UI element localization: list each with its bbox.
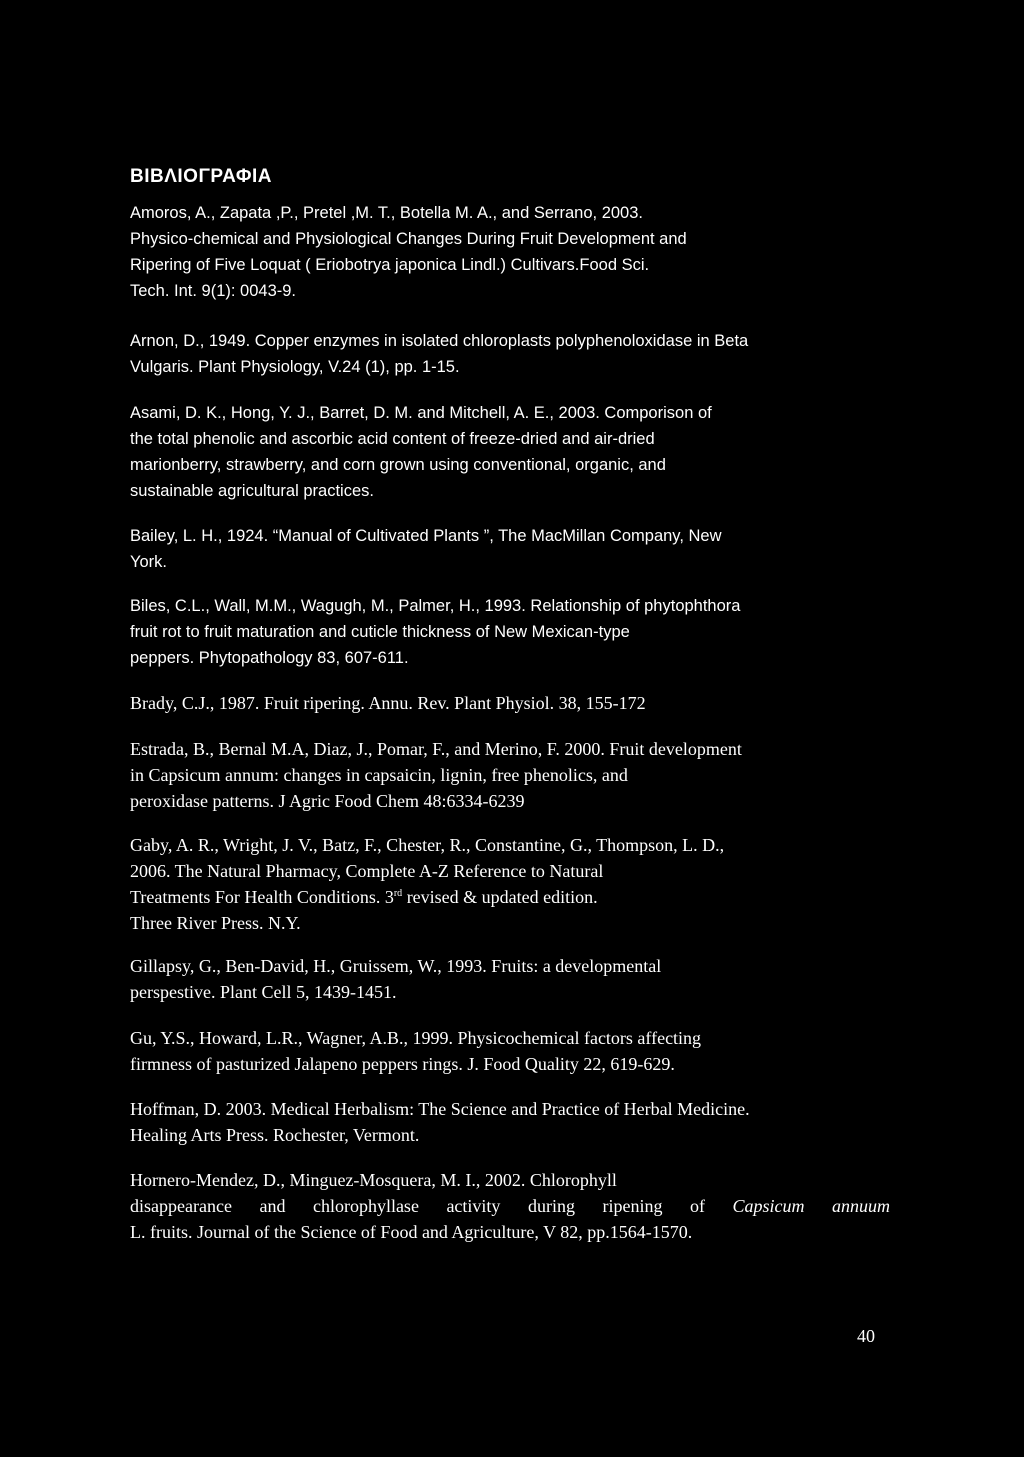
- reference-line: marionberry, strawberry, and corn grown using conventional, organic, and: [130, 456, 666, 474]
- reference-line: [130, 1193, 891, 1219]
- reference-line: [130, 884, 890, 910]
- reference-gaby: [130, 832, 890, 936]
- reference-arnon: [130, 328, 890, 380]
- reference-line: Vulgaris. Plant Physiology, V.24 (1), pp. 1-15.: [130, 358, 460, 376]
- species-name: Capsicum annuum: [732, 1196, 891, 1216]
- reference-line: Gaby, A. R., Wright, J. V., Batz, F., Chester, R., Constantine, G., Thompson, L. D.,: [130, 835, 725, 855]
- reference-line: Healing Arts Press. Rochester, Vermont.: [130, 1125, 420, 1145]
- reference-line: the total phenolic and ascorbic acid content of freeze-dried and air-dried: [130, 430, 655, 448]
- reference-line: Arnon, D., 1949. Copper enzymes in isolated chloroplasts polyphenoloxidase in Beta: [130, 332, 749, 350]
- reference-brady: [130, 690, 890, 716]
- reference-line: Tech. Int. 9(1): 0043-9.: [130, 282, 297, 300]
- reference-line: Brady, C.J., 1987. Fruit ripering. Annu. Rev. Plant Physiol. 38, 155-172: [130, 693, 646, 713]
- reference-line: Estrada, B., Bernal M.A, Diaz, J., Pomar, F., and Merino, F. 2000. Fruit development: [130, 739, 742, 759]
- reference-line: L. fruits. Journal of the Science of Food and Agriculture, V 82, pp.1564-1570.: [130, 1222, 693, 1242]
- reference-line: York.: [130, 553, 167, 571]
- reference-line: Biles, C.L., Wall, M.M., Wagugh, M., Palmer, H., 1993. Relationship of phytophthora: [130, 597, 741, 615]
- reference-asami: [130, 400, 890, 504]
- reference-hornero-mendez: [130, 1167, 890, 1245]
- reference-gu: [130, 1025, 890, 1077]
- reference-gillapsy: [130, 953, 890, 1005]
- reference-text: disappearance and chlorophyllase activity during ripening of: [130, 1196, 733, 1216]
- reference-bailey: [130, 523, 890, 575]
- reference-hoffman: [130, 1096, 890, 1148]
- reference-line: Hornero-Mendez, D., Minguez-Mosquera, M. I., 2002. Chlorophyll: [130, 1170, 617, 1190]
- reference-line: Hoffman, D. 2003. Medical Herbalism: The Science and Practice of Herbal Medicine.: [130, 1099, 750, 1119]
- reference-line: fruit rot to fruit maturation and cuticle thickness of New Mexican-type: [130, 623, 630, 641]
- reference-line: Bailey, L. H., 1924. “Manual of Cultivated Plants ”, The MacMillan Company, New: [130, 527, 722, 545]
- reference-line: Asami, D. K., Hong, Y. J., Barret, D. M. and Mitchell, A. E., 2003. Comporison of: [130, 404, 712, 422]
- reference-line: 2006. The Natural Pharmacy, Complete A-Z Reference to Natural: [130, 861, 604, 881]
- page-number: 40: [857, 1326, 875, 1346]
- ordinal-suffix: rd: [393, 888, 403, 899]
- reference-line: peroxidase patterns. J Agric Food Chem 48:6334-6239: [130, 791, 525, 811]
- reference-line: Three River Press. N.Y.: [130, 913, 301, 933]
- reference-biles: [130, 593, 890, 671]
- reference-line: in Capsicum annum: changes in capsaicin, lignin, free phenolics, and: [130, 765, 628, 785]
- reference-line: Gu, Y.S., Howard, L.R., Wagner, A.B., 1999. Physicochemical factors affecting: [130, 1028, 702, 1048]
- reference-estrada: [130, 736, 890, 814]
- reference-text: Treatments For Health Conditions. 3: [130, 887, 394, 907]
- reference-line: peppers. Phytopathology 83, 607-611.: [130, 649, 409, 667]
- reference-line: Amoros, A., Zapata ,P., Pretel ,M. T., Botella M. A., and Serrano, 2003.: [130, 204, 643, 222]
- reference-line: Physico-chemical and Physiological Changes During Fruit Development and: [130, 230, 687, 248]
- reference-line: Gillapsy, G., Ben-David, H., Gruissem, W., 1993. Fruits: a developmental: [130, 956, 662, 976]
- reference-line: sustainable agricultural practices.: [130, 482, 374, 500]
- reference-amoros: [130, 200, 890, 304]
- page-title: ΒΙΒΛΙΟΓΡΑΦΙΑ: [130, 166, 272, 187]
- reference-line: firmness of pasturized Jalapeno peppers rings. J. Food Quality 22, 619-629.: [130, 1054, 675, 1074]
- reference-text: revised & updated edition.: [402, 887, 598, 907]
- reference-line: Ripering of Five Loquat ( Eriobotrya japonica Lindl.) Cultivars.Food Sci.: [130, 256, 650, 274]
- reference-line: perspestive. Plant Cell 5, 1439-1451.: [130, 982, 397, 1002]
